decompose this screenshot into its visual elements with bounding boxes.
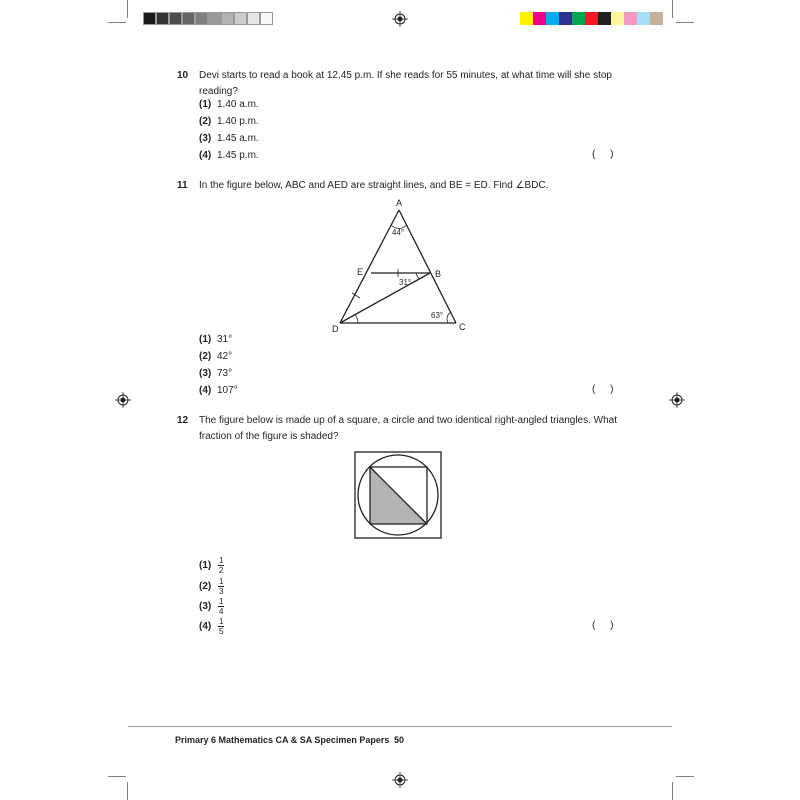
fraction bbox=[218, 617, 224, 636]
angle-arc-c bbox=[447, 312, 451, 323]
color-swatch bbox=[598, 12, 611, 25]
option-3[interactable] bbox=[199, 132, 259, 146]
crop-mark bbox=[672, 0, 673, 18]
footer-divider bbox=[128, 726, 672, 727]
option-2[interactable] bbox=[199, 577, 224, 597]
fraction bbox=[218, 597, 224, 616]
option-number: (2) bbox=[199, 116, 212, 127]
page-number: 50 bbox=[394, 735, 405, 745]
gray-swatch bbox=[208, 12, 221, 25]
angle-label-ebd: 31° bbox=[399, 278, 412, 287]
crop-mark bbox=[676, 776, 694, 777]
option-text: 1.45 p.m. bbox=[217, 150, 259, 161]
numerator: 1 bbox=[219, 617, 224, 626]
registration-mark-icon bbox=[669, 392, 685, 408]
option-number: (3) bbox=[199, 601, 212, 613]
option-number: (4) bbox=[199, 150, 212, 161]
option-1[interactable] bbox=[199, 333, 232, 347]
option-text: 1.45 a.m. bbox=[217, 133, 259, 144]
label-c: C bbox=[459, 322, 466, 332]
color-swatch bbox=[546, 12, 559, 25]
answer-bracket[interactable]: ( ) bbox=[592, 384, 614, 395]
crop-mark bbox=[676, 22, 694, 23]
color-swatch bbox=[533, 12, 546, 25]
answer-bracket[interactable]: ( ) bbox=[592, 620, 614, 631]
gray-swatch bbox=[195, 12, 208, 25]
color-swatch bbox=[637, 12, 650, 25]
angle-label-c: 63° bbox=[431, 311, 444, 320]
question-text: Devi starts to read a book at 12.45 p.m. If she reads for 55 minutes, at what time will she stop reading? bbox=[199, 70, 612, 97]
option-number: (2) bbox=[199, 351, 212, 362]
denominator: 2 bbox=[219, 566, 224, 575]
gray-swatch bbox=[234, 12, 247, 25]
angle-label-a: 44° bbox=[392, 228, 405, 237]
registration-mark-icon bbox=[392, 11, 408, 27]
option-text: 73° bbox=[217, 368, 233, 379]
option-number: (1) bbox=[199, 560, 212, 572]
gray-swatch bbox=[156, 12, 169, 25]
option-number: (1) bbox=[199, 334, 212, 345]
question-number: 10 bbox=[177, 70, 189, 81]
color-swatch bbox=[585, 12, 598, 25]
gray-swatch bbox=[247, 12, 260, 25]
color-swatch bbox=[650, 12, 663, 25]
option-1[interactable] bbox=[199, 98, 259, 112]
angle-arc-d bbox=[355, 315, 358, 323]
option-3[interactable] bbox=[199, 367, 232, 381]
option-2[interactable] bbox=[199, 350, 232, 364]
gray-swatch bbox=[169, 12, 182, 25]
square-circle-figure bbox=[354, 451, 444, 541]
registration-mark-icon bbox=[115, 392, 131, 408]
option-number: (4) bbox=[199, 621, 212, 633]
crop-mark bbox=[127, 0, 128, 18]
crop-mark bbox=[108, 22, 126, 23]
numerator: 1 bbox=[219, 597, 224, 606]
color-swatch bbox=[611, 12, 624, 25]
denominator: 5 bbox=[219, 627, 224, 636]
option-text: 1.40 a.m. bbox=[217, 99, 259, 110]
label-d: D bbox=[332, 324, 339, 334]
option-text: 107° bbox=[217, 385, 238, 396]
option-number: (2) bbox=[199, 581, 212, 593]
crop-mark bbox=[672, 782, 673, 800]
question-text: The figure below is made up of a square, a circle and two identical right-angled triangles. What fraction of the figure is shaded? bbox=[199, 415, 618, 442]
option-4[interactable] bbox=[199, 384, 238, 398]
fraction bbox=[218, 556, 224, 575]
option-number: (3) bbox=[199, 133, 212, 144]
option-4[interactable] bbox=[199, 149, 259, 163]
option-3[interactable] bbox=[199, 597, 224, 617]
label-e: E bbox=[357, 267, 364, 277]
question-number: 12 bbox=[177, 415, 189, 426]
numerator: 1 bbox=[219, 577, 224, 586]
color-swatch bbox=[520, 12, 533, 25]
option-text: 1.40 p.m. bbox=[217, 116, 259, 127]
gray-swatch bbox=[260, 12, 273, 25]
question-text: In the figure below, ABC and AED are straight lines, and BE = ED. Find ∠BDC. bbox=[199, 180, 549, 191]
option-text: 42° bbox=[217, 351, 233, 362]
option-number: (1) bbox=[199, 99, 212, 110]
gray-swatch bbox=[182, 12, 195, 25]
question-number: 11 bbox=[177, 180, 188, 191]
gray-swatch bbox=[143, 12, 156, 25]
option-text: 31° bbox=[217, 334, 233, 345]
denominator: 4 bbox=[219, 607, 224, 616]
crop-mark bbox=[108, 776, 126, 777]
color-swatch bbox=[572, 12, 585, 25]
gray-swatch bbox=[221, 12, 234, 25]
triangle-figure bbox=[325, 192, 475, 337]
option-number: (3) bbox=[199, 368, 212, 379]
answer-bracket[interactable]: ( ) bbox=[592, 149, 614, 160]
option-2[interactable] bbox=[199, 115, 259, 129]
numerator: 1 bbox=[219, 556, 224, 565]
denominator: 3 bbox=[219, 587, 224, 596]
registration-mark-icon bbox=[392, 772, 408, 788]
option-1[interactable] bbox=[199, 556, 224, 576]
color-swatch bbox=[624, 12, 637, 25]
fraction bbox=[218, 577, 224, 596]
label-b: B bbox=[435, 269, 442, 279]
option-number: (4) bbox=[199, 385, 212, 396]
label-a: A bbox=[396, 198, 403, 208]
crop-mark bbox=[127, 782, 128, 800]
line-ac bbox=[399, 210, 456, 323]
color-swatch bbox=[559, 12, 572, 25]
option-4[interactable] bbox=[199, 617, 224, 637]
footer-title: Primary 6 Mathematics CA & SA Specimen Papers bbox=[175, 735, 390, 745]
